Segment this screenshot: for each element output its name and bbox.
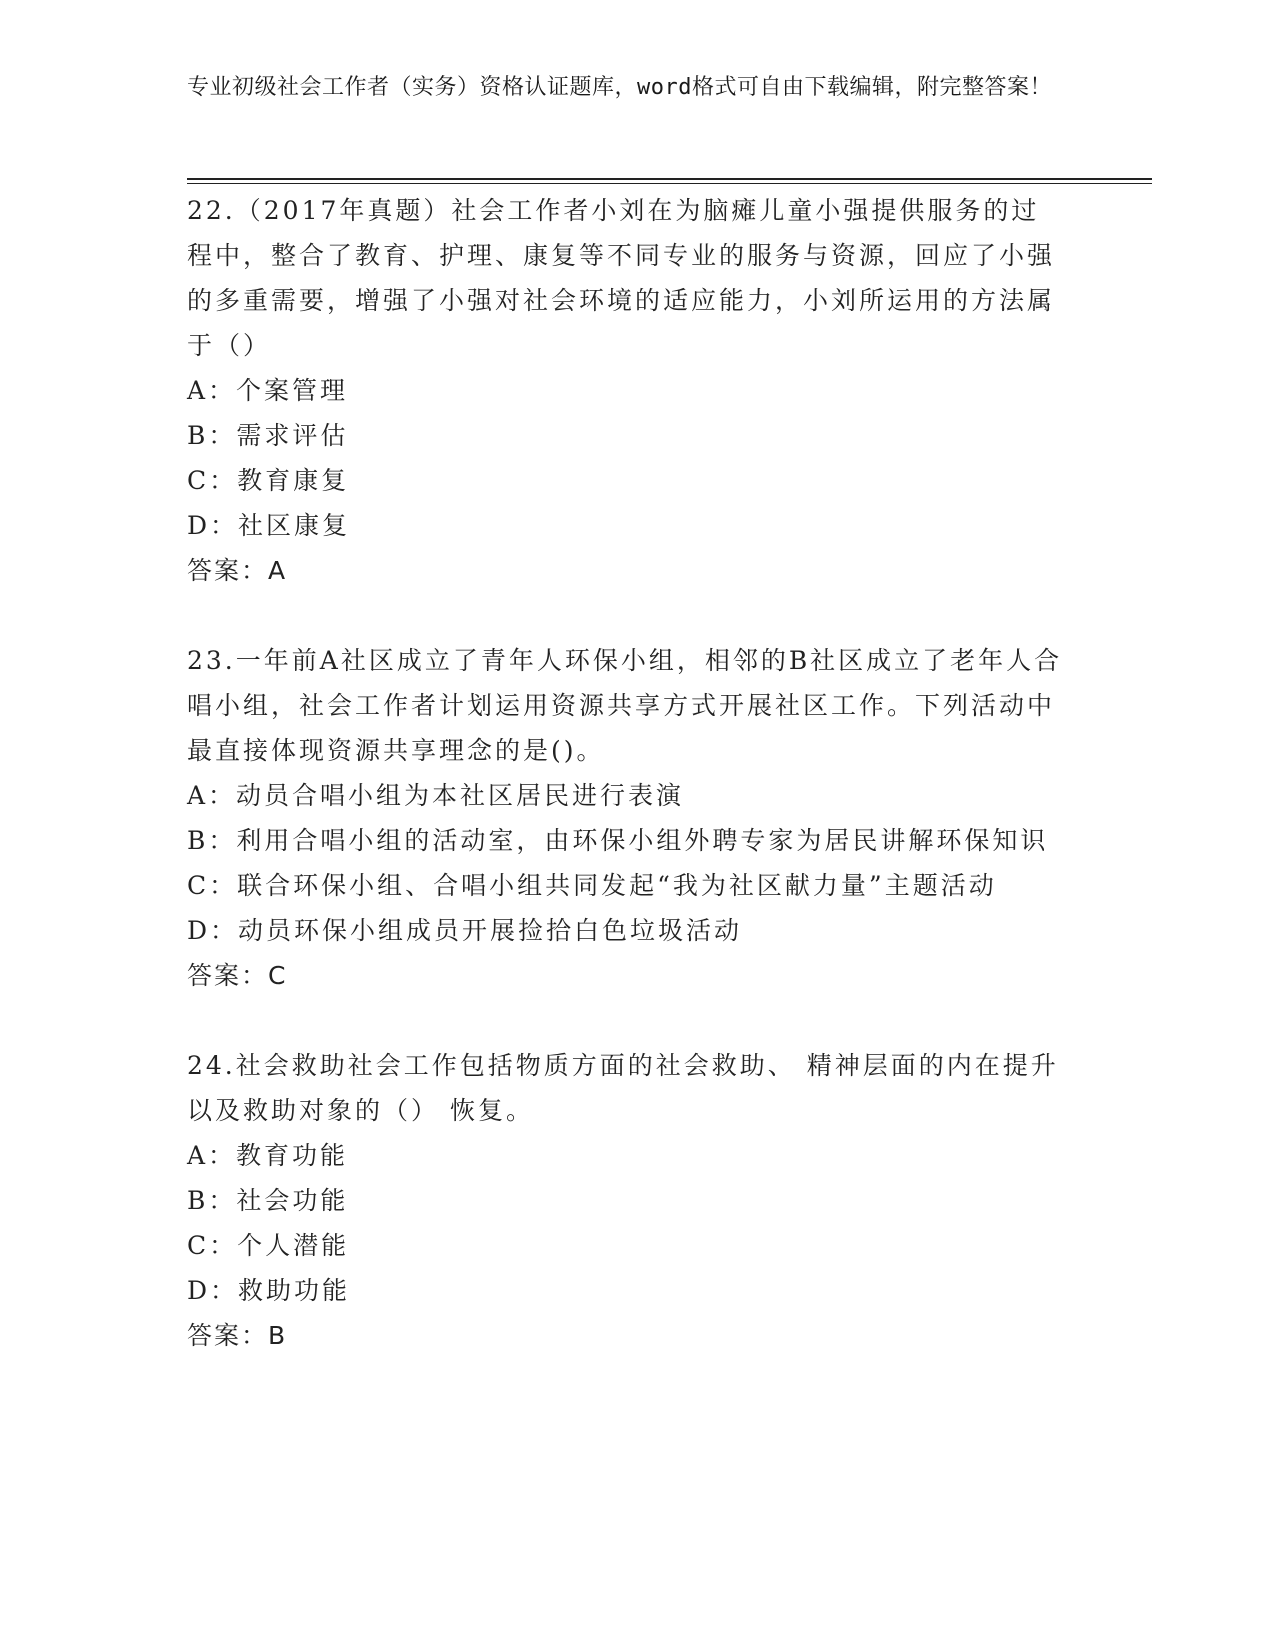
option-a: A：个案管理 xyxy=(187,376,349,405)
question-stem: 24.社会救助社会工作包括物质方面的社会救助、 精神层面的内在提升以及救助对象的（） 恢复。 xyxy=(187,1051,1059,1125)
answer-line: 答案：A xyxy=(187,556,288,585)
option-b: B：利用合唱小组的活动室，由环保小组外聘专家为居民讲解环保知识 xyxy=(187,826,1049,855)
header-divider-thick xyxy=(187,178,1152,180)
option-d: D：动员环保小组成员开展捡拾白色垃圾活动 xyxy=(187,916,743,945)
option-b: B：社会功能 xyxy=(187,1186,349,1215)
question-spacer xyxy=(187,998,1087,1043)
question-spacer xyxy=(187,593,1087,638)
option-c: C：教育康复 xyxy=(187,466,350,495)
document-header: 专业初级社会工作者（实务）资格认证题库，word格式可自由下载编辑，附完整答案！ xyxy=(187,75,1052,100)
question-24 xyxy=(187,1043,1087,1358)
answer-line: 答案：C xyxy=(187,961,288,990)
question-23 xyxy=(187,638,1087,998)
question-stem: 22.（2017年真题）社会工作者小刘在为脑瘫儿童小强提供服务的过程中，整合了教育、护理、康复等不同专业的服务与资源，回应了小强的多重需要，增强了小强对社会环境的适应能力，小刘所运用的方法属于（） xyxy=(187,196,1056,360)
option-c: C：联合环保小组、合唱小组共同发起“我为社区献力量”主题活动 xyxy=(187,871,997,900)
header-divider-thin xyxy=(187,183,1152,184)
option-d: D：社区康复 xyxy=(187,511,351,540)
option-c: C：个人潜能 xyxy=(187,1231,350,1260)
option-b: B：需求评估 xyxy=(187,421,349,450)
answer-line: 答案：B xyxy=(187,1321,288,1350)
question-list xyxy=(187,188,1087,1358)
question-22 xyxy=(187,188,1087,593)
option-d: D：救助功能 xyxy=(187,1276,351,1305)
option-a: A：教育功能 xyxy=(187,1141,349,1170)
option-a: A：动员合唱小组为本社区居民进行表演 xyxy=(187,781,685,810)
question-stem: 23.一年前A社区成立了青年人环保小组，相邻的B社区成立了老年人合唱小组，社会工作者计划运用资源共享方式开展社区工作。下列活动中最直接体现资源共享理念的是()。 xyxy=(187,646,1063,765)
